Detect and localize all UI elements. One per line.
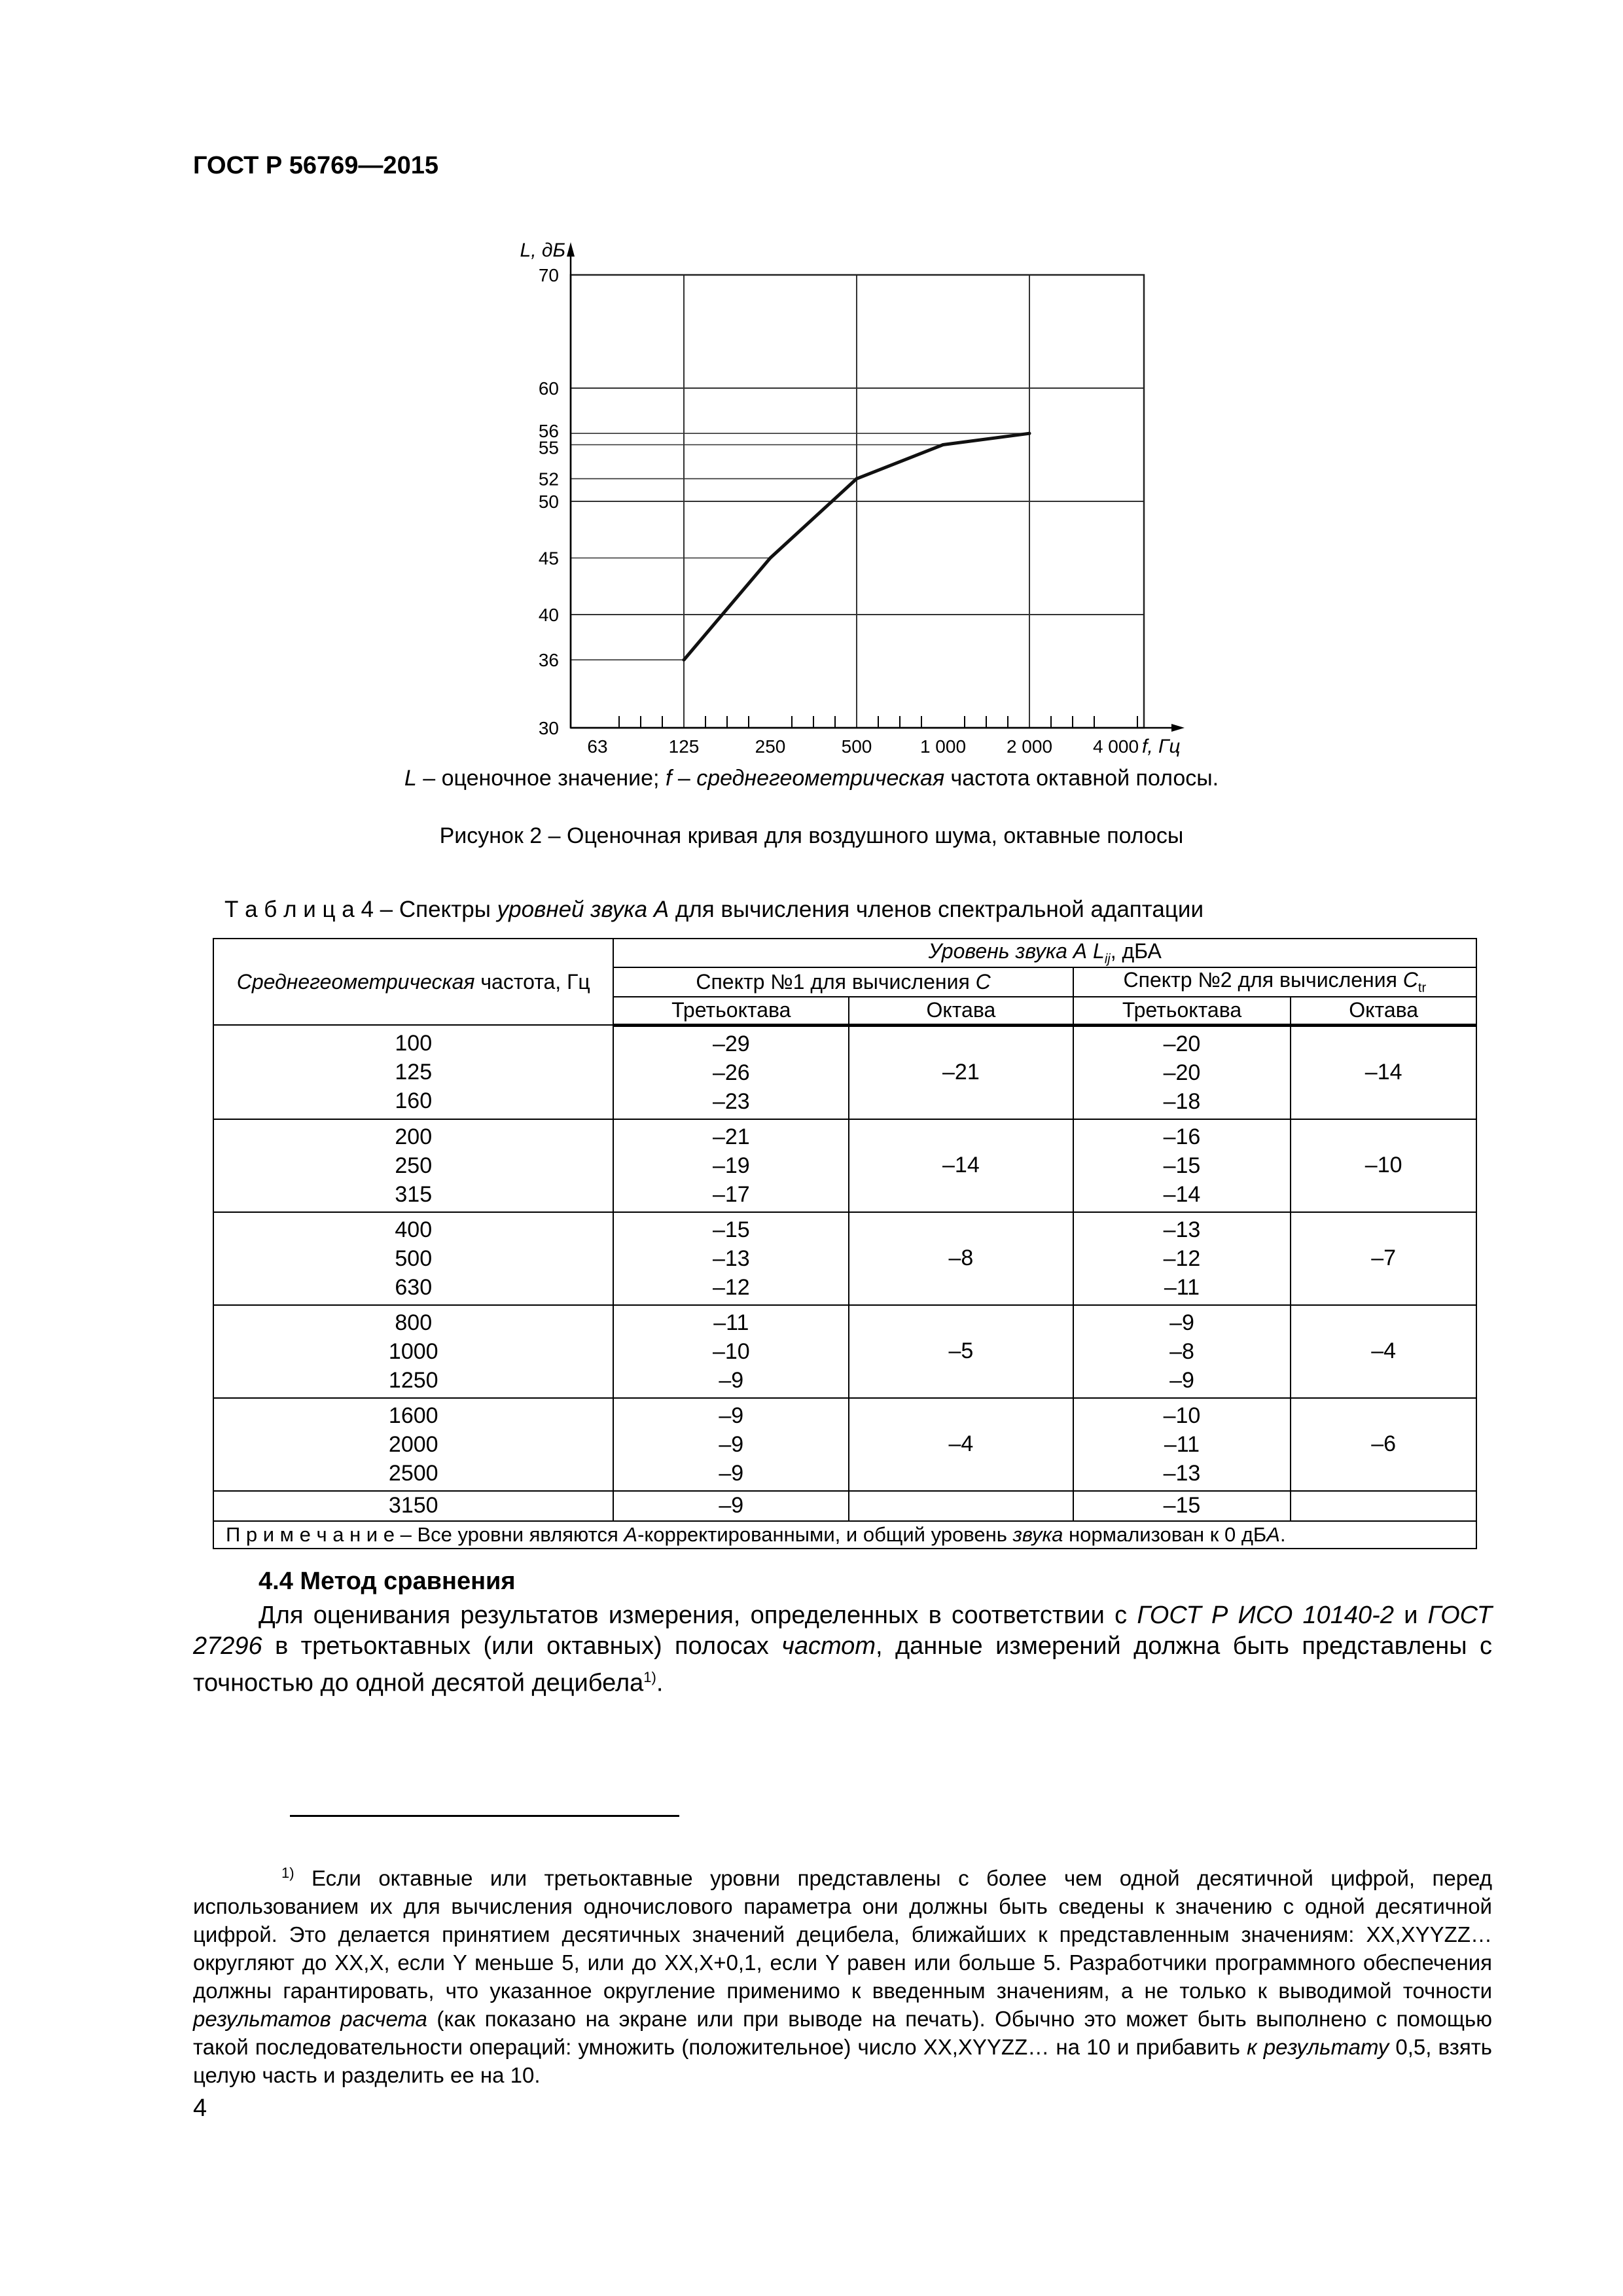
data-point bbox=[942, 443, 945, 446]
s2-third-cell-value: –20 bbox=[1163, 1060, 1201, 1085]
s2-third-cell bbox=[1073, 1305, 1291, 1398]
freq-cell-value: 400 bbox=[395, 1217, 433, 1242]
col-header-s1-third: Третьоктава bbox=[613, 997, 849, 1026]
s1-third-cell-value: –29 bbox=[712, 1031, 750, 1056]
x-tick-label: 1 000 bbox=[919, 736, 967, 757]
figure-legend: L – оценочное значение; f – среднегеометрическая частота октавной полосы. bbox=[404, 766, 1219, 791]
s2-third-cell-value: –11 bbox=[1164, 1274, 1200, 1300]
data-point bbox=[855, 477, 859, 480]
y-tick-label: 70 bbox=[538, 265, 559, 285]
s2-octave-cell bbox=[1291, 1491, 1476, 1521]
s2-third-cell-value: –18 bbox=[1163, 1088, 1201, 1114]
s2-third-cell bbox=[1073, 1025, 1291, 1119]
s2-third-cell-value: –13 bbox=[1163, 1217, 1201, 1242]
s1-third-cell bbox=[613, 1119, 849, 1212]
s1-octave-cell: –21 bbox=[849, 1025, 1073, 1119]
col-header-frequency: Среднегеометрическая частота, Гц bbox=[213, 939, 613, 1025]
s1-third-cell-value: –12 bbox=[712, 1274, 750, 1300]
freq-cell-value: 2500 bbox=[388, 1460, 438, 1486]
table-row bbox=[213, 1025, 1476, 1119]
s1-third-cell-value: –10 bbox=[712, 1338, 750, 1364]
y-axis-label: L, дБ bbox=[520, 240, 565, 261]
reference-gost-iso: ГОСТ Р ИСО 10140-2 bbox=[1137, 1602, 1394, 1629]
col-header-sound-level: Уровень звука А $L_{ij}$, дБА bbox=[613, 939, 1476, 967]
s2-third-cell bbox=[1073, 1212, 1291, 1305]
table-note-row bbox=[213, 1521, 1476, 1549]
s1-third-cell-value: –9 bbox=[719, 1460, 744, 1486]
chart-grid bbox=[571, 275, 1144, 728]
freq-cell bbox=[213, 1398, 613, 1491]
x-tick-label: 125 bbox=[668, 736, 700, 757]
s2-third-cell bbox=[1073, 1398, 1291, 1491]
table-body bbox=[213, 1025, 1476, 1491]
spectra-table bbox=[213, 938, 1477, 1549]
freq-cell: 3150 bbox=[213, 1491, 613, 1521]
freq-cell-value: 2000 bbox=[388, 1431, 438, 1457]
reference-gost: ГОСТ 27296 bbox=[193, 1602, 1493, 1660]
s1-third-cell-value: –11 bbox=[713, 1310, 749, 1335]
freq-cell-value: 500 bbox=[395, 1246, 433, 1271]
freq-cell-value: 1600 bbox=[388, 1403, 438, 1428]
s1-octave-cell: –4 bbox=[849, 1398, 1073, 1491]
s1-third-cell-value: –13 bbox=[712, 1246, 750, 1271]
col-header-spectrum-1: Спектр №1 для вычисления C bbox=[613, 967, 1073, 996]
table-row bbox=[213, 1398, 1476, 1491]
freq-cell-value: 160 bbox=[395, 1088, 433, 1114]
data-point bbox=[769, 556, 772, 560]
y-tick-label: 52 bbox=[538, 469, 559, 490]
footnote-marker: 1) bbox=[643, 1669, 656, 1685]
x-tick-label: 2 000 bbox=[1006, 736, 1053, 757]
col-header-s2-third: Третьоктава bbox=[1073, 997, 1291, 1026]
data-point bbox=[683, 658, 686, 662]
x-axis-label: f, Гц bbox=[1142, 736, 1181, 757]
s1-third-cell-value: –26 bbox=[712, 1060, 750, 1085]
col-header-s1-octave: Октава bbox=[849, 997, 1073, 1026]
table-title: Т а б л и ц а 4 – Спектры уровней звука А для вычисления членов спектральной адаптации bbox=[224, 897, 1204, 922]
page-number: 4 bbox=[193, 2094, 207, 2122]
freq-cell-value: 200 bbox=[395, 1124, 433, 1149]
s2-third-cell-value: –20 bbox=[1163, 1031, 1201, 1056]
s1-third-cell bbox=[613, 1305, 849, 1398]
figure-caption: Рисунок 2 – Оценочная кривая для воздушного шума, октавные полосы bbox=[439, 823, 1184, 848]
legend-L: L bbox=[404, 766, 417, 791]
y-tick-label: 55 bbox=[538, 437, 559, 458]
footnote: $^{1)}$ Если октавные или третьоктавные уровни представлены с более чем одной десятичной цифрой, перед использованием их для вычисления одночислового параметра они должны быть сведены к значению с одной десятичной цифрой. Это делается принятием десятичных значений децибела, ближайших к представленным значениям: XX,XYYZZ… округляют до XX,X, если Y меньше 5, или до XX,X+0,1, если Y равен или больше 5. Разработчики программного обеспечения должны гарантировать, что указанное округление применимо к введенным значениям, а не только к выводимой точности результатов расчета (как показано на экране или при выводе на печать). Обычно это может быть выполнено с помощью такой последовательности операций: умножить (положительное) число XX,XYYZZ… на 10 и прибавить к результату 0,5, взять целую часть и разделить ее на 10. bbox=[193, 1865, 1492, 2087]
s1-third-cell: –9 bbox=[613, 1491, 849, 1521]
s1-third-cell-value: –9 bbox=[719, 1431, 744, 1457]
s2-octave-cell: –4 bbox=[1291, 1305, 1476, 1398]
x-tick-label: 250 bbox=[755, 736, 786, 757]
s1-third-cell bbox=[613, 1398, 849, 1491]
s1-octave-cell bbox=[849, 1491, 1073, 1521]
y-tick-label: 30 bbox=[538, 718, 559, 738]
y-tick-labels bbox=[539, 265, 559, 738]
s1-third-cell bbox=[613, 1212, 849, 1305]
freq-cell-value: 630 bbox=[395, 1274, 433, 1300]
s2-third-cell-value: –14 bbox=[1163, 1181, 1201, 1207]
chart-axes bbox=[567, 242, 1185, 732]
legend-f: f bbox=[665, 766, 672, 791]
y-tick-label: 50 bbox=[538, 492, 559, 512]
freq-cell bbox=[213, 1025, 613, 1119]
x-axis-arrow bbox=[1171, 724, 1185, 732]
s2-third-cell-value: –12 bbox=[1163, 1246, 1201, 1271]
col-header-s2-octave: Октава bbox=[1291, 997, 1476, 1026]
s2-third-cell-value: –15 bbox=[1163, 1153, 1201, 1178]
y-tick-label: 36 bbox=[538, 650, 559, 671]
s1-octave-cell: –8 bbox=[849, 1212, 1073, 1305]
s2-octave-cell: –10 bbox=[1291, 1119, 1476, 1212]
s2-octave-cell: –7 bbox=[1291, 1212, 1476, 1305]
s2-octave-cell: –14 bbox=[1291, 1025, 1476, 1119]
section-heading: 4.4 Метод сравнения bbox=[259, 1568, 516, 1595]
freq-cell-value: 1250 bbox=[388, 1367, 438, 1393]
s2-third-cell-value: –8 bbox=[1169, 1338, 1194, 1364]
table-row bbox=[213, 1212, 1476, 1305]
s1-third-cell-value: –17 bbox=[712, 1181, 750, 1207]
document-header: ГОСТ Р 56769—2015 bbox=[193, 152, 438, 179]
freq-cell-value: 125 bbox=[395, 1060, 433, 1085]
y-tick-label: 56 bbox=[538, 421, 559, 442]
data-point bbox=[1028, 432, 1031, 435]
y-axis-arrow bbox=[567, 242, 575, 257]
section-paragraph: Для оценивания результатов измерения, определенных в соответствии с ГОСТ Р ИСО 10140-2 и ГОСТ 27296 в третьоктавных (или октавных) полосах частот, данные измерений должна быть представлены с точностью до одной десятой децибела$^{1)}$. bbox=[193, 1602, 1493, 1697]
freq-cell-value: 100 bbox=[395, 1031, 433, 1056]
s2-octave-cell: –6 bbox=[1291, 1398, 1476, 1491]
table-row bbox=[213, 1305, 1476, 1398]
x-tick-label: 500 bbox=[841, 736, 872, 757]
x-tick-labels bbox=[587, 736, 1139, 757]
s2-third-cell-value: –13 bbox=[1163, 1460, 1201, 1486]
s1-octave-cell: –14 bbox=[849, 1119, 1073, 1212]
x-tick-label: 63 bbox=[587, 736, 608, 757]
freq-cell bbox=[213, 1305, 613, 1398]
evaluation-curve-chart bbox=[0, 0, 1623, 766]
s2-third-cell-value: –9 bbox=[1169, 1310, 1194, 1335]
footnote-separator bbox=[290, 1815, 679, 1817]
s2-third-cell-value: –16 bbox=[1163, 1124, 1201, 1149]
s1-third-cell-value: –19 bbox=[712, 1153, 750, 1178]
y-tick-label: 60 bbox=[538, 378, 559, 399]
s2-third-cell-value: –10 bbox=[1163, 1403, 1201, 1428]
s1-third-cell-value: –21 bbox=[712, 1124, 750, 1149]
freq-cell-value: 800 bbox=[395, 1310, 433, 1335]
s1-third-cell-value: –15 bbox=[712, 1217, 750, 1242]
freq-cell-value: 1000 bbox=[388, 1338, 438, 1364]
freq-cell bbox=[213, 1212, 613, 1305]
table-note: П р и м е ч а н и е – Все уровни являются А-корректированными, и общий уровень звука нормализован к 0 дБА. bbox=[213, 1521, 1476, 1549]
s2-third-cell bbox=[1073, 1119, 1291, 1212]
table-row bbox=[213, 1119, 1476, 1212]
s1-third-cell-value: –9 bbox=[719, 1403, 744, 1428]
x-tick-label: 4 000 bbox=[1092, 736, 1139, 757]
col-header-spectrum-2: Спектр №2 для вычисления $C_{tr}$ bbox=[1073, 967, 1476, 996]
freq-cell-value: 250 bbox=[395, 1153, 433, 1178]
y-tick-label: 40 bbox=[538, 605, 559, 625]
s1-third-cell bbox=[613, 1025, 849, 1119]
y-tick-label: 45 bbox=[538, 548, 559, 569]
s1-octave-cell: –5 bbox=[849, 1305, 1073, 1398]
freq-cell bbox=[213, 1119, 613, 1212]
table-row bbox=[213, 1491, 1476, 1521]
s2-third-cell-value: –9 bbox=[1169, 1367, 1194, 1393]
s1-third-cell-value: –9 bbox=[719, 1367, 744, 1393]
s1-third-cell-value: –23 bbox=[712, 1088, 750, 1114]
freq-cell-value: 315 bbox=[395, 1181, 433, 1207]
s2-third-cell: –15 bbox=[1073, 1491, 1291, 1521]
s2-third-cell-value: –11 bbox=[1164, 1431, 1200, 1457]
